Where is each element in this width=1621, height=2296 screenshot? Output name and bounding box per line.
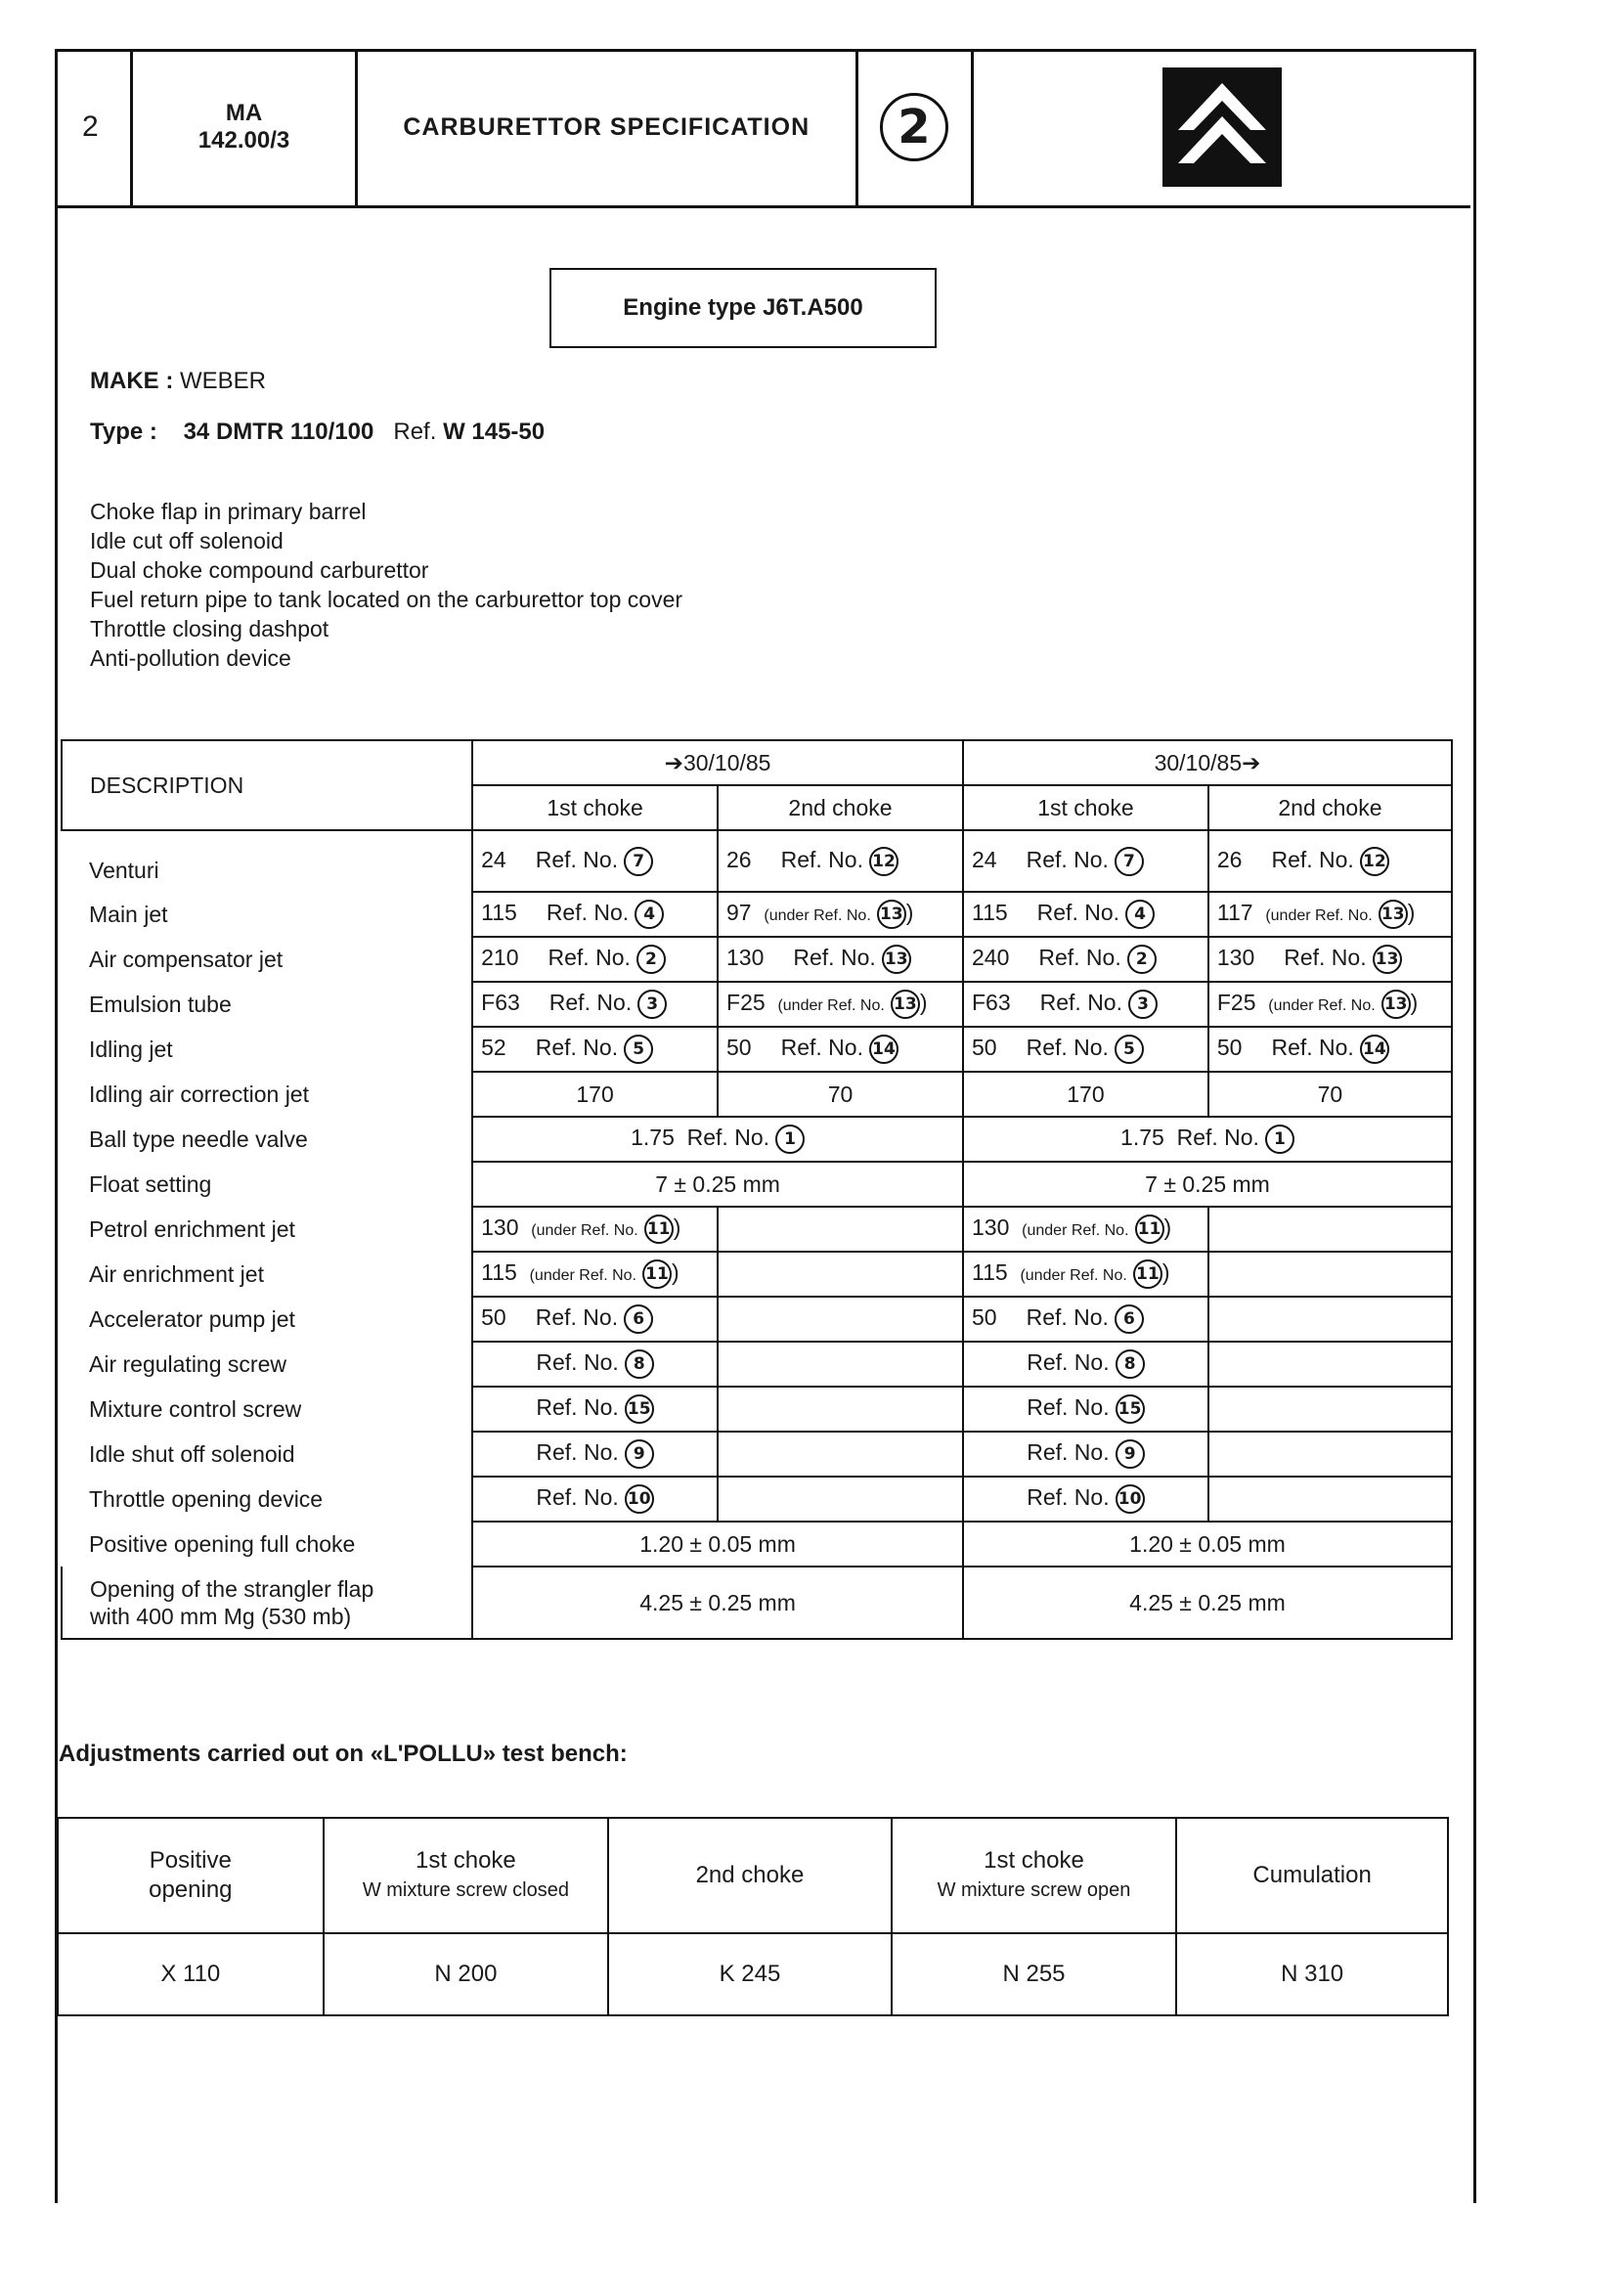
table-cell: 24 Ref. No. 7 [963, 830, 1208, 892]
table-row [62, 1117, 1452, 1162]
document-title: CARBURETTOR SPECIFICATION [358, 49, 858, 205]
section-number-cell [858, 49, 974, 205]
row-label: Idling air correction jet [62, 1072, 472, 1117]
ref-number-badge: 8 [625, 1349, 654, 1379]
ref-number-badge: 7 [1115, 847, 1144, 876]
type-ref-value: W 145-50 [443, 419, 546, 445]
table-cell [1208, 1297, 1452, 1342]
ref-number-badge: 4 [1125, 900, 1155, 929]
table-row [62, 1297, 1452, 1342]
table-cell: 50 Ref. No. 6 [963, 1297, 1208, 1342]
table-cell: F63 Ref. No. 3 [963, 982, 1208, 1027]
table-cell: Ref. No. 15 [472, 1387, 718, 1432]
column-header-choke: 2nd choke [718, 785, 963, 830]
ref-number-badge: 13 [891, 990, 920, 1019]
table-cell: F25 (under Ref. No. 13 ) [718, 982, 963, 1027]
ref-number-badge: 6 [1115, 1304, 1144, 1334]
ref-number-badge: 15 [625, 1394, 654, 1424]
column-header-description: DESCRIPTION [62, 740, 472, 830]
table-cell: 130 (under Ref. No. 11 ) [963, 1207, 1208, 1252]
reference-line-2: 142.00/3 [197, 127, 290, 154]
table-cell: Ref. No. 10 [472, 1477, 718, 1522]
ref-number-badge: 13 [1379, 900, 1408, 929]
table-row [62, 830, 1452, 892]
table-cell: 1.20 ± 0.05 mm [963, 1522, 1452, 1567]
ref-number-badge: 3 [1128, 990, 1158, 1019]
row-label: Venturi [62, 830, 472, 892]
table-cell: 70 [1208, 1072, 1452, 1117]
table-cell: N 200 [324, 1933, 609, 2015]
column-header-choke: 2nd choke [1208, 785, 1452, 830]
table-cell [718, 1477, 963, 1522]
table-cell [1208, 1477, 1452, 1522]
row-label: Main jet [62, 892, 472, 937]
table-row [62, 1477, 1452, 1522]
table-row [62, 1252, 1452, 1297]
table-cell: 7 ± 0.25 mm [472, 1162, 963, 1207]
table-cell: Ref. No. 9 [963, 1432, 1208, 1477]
feature-item: Anti-pollution device [90, 645, 291, 671]
ref-number-badge: 13 [1381, 990, 1411, 1019]
table-cell: 50 Ref. No. 5 [963, 1027, 1208, 1072]
table-cell: 240 Ref. No. 2 [963, 937, 1208, 982]
column-header-after: 30/10/85➔ [963, 740, 1452, 785]
type-line [90, 419, 545, 446]
table-row [62, 1432, 1452, 1477]
row-label: Idling jet [62, 1027, 472, 1072]
table-cell: 70 [718, 1072, 963, 1117]
table-cell: 1.75 Ref. No. 1 [472, 1117, 963, 1162]
row-label: Float setting [62, 1162, 472, 1207]
table-cell: 130 (under Ref. No. 11 ) [472, 1207, 718, 1252]
page-number: 2 [55, 49, 133, 205]
table-header-cell: Positive opening [58, 1818, 324, 1933]
table-cell [718, 1297, 963, 1342]
row-label: Ball type needle valve [62, 1117, 472, 1162]
table-cell: 115 (under Ref. No. 11 ) [472, 1252, 718, 1297]
ref-number-badge: 7 [624, 847, 653, 876]
feature-item: Fuel return pipe to tank located on the carburettor top cover [90, 587, 683, 612]
ref-number-badge: 11 [1135, 1214, 1164, 1244]
table-cell: 115 (under Ref. No. 11 ) [963, 1252, 1208, 1297]
ref-number-badge: 1 [1265, 1125, 1294, 1154]
feature-item: Idle cut off solenoid [90, 528, 284, 553]
test-bench-table [57, 1817, 1449, 2016]
type-ref-label: Ref. [393, 419, 437, 445]
table-cell: 115 Ref. No. 4 [963, 892, 1208, 937]
row-label: Air enrichment jet [62, 1252, 472, 1297]
table-cell: 115 Ref. No. 4 [472, 892, 718, 937]
ref-number-badge: 4 [635, 900, 664, 929]
row-label: Emulsion tube [62, 982, 472, 1027]
table-cell: Ref. No. 8 [472, 1342, 718, 1387]
table-row [62, 937, 1452, 982]
reference-line-1: MA [225, 100, 263, 126]
ref-number-badge: 10 [1116, 1484, 1145, 1514]
row-label: Accelerator pump jet [62, 1297, 472, 1342]
ref-number-badge: 2 [636, 945, 666, 974]
table-header-cell: 1st choke W mixture screw open [892, 1818, 1177, 1933]
ref-number-badge: 14 [869, 1035, 898, 1064]
table-cell: 130 Ref. No. 13 [718, 937, 963, 982]
table-row [62, 1027, 1452, 1072]
table-cell [1208, 1252, 1452, 1297]
engine-type-box: Engine type J6T.A500 [549, 268, 937, 348]
table-cell: 24 Ref. No. 7 [472, 830, 718, 892]
ref-number-badge: 9 [1116, 1439, 1145, 1469]
table-cell: 50 Ref. No. 6 [472, 1297, 718, 1342]
row-label: Air regulating screw [62, 1342, 472, 1387]
ref-number-badge: 13 [877, 900, 906, 929]
table-row [62, 982, 1452, 1027]
row-label: Air compensator jet [62, 937, 472, 982]
table-cell: 52 Ref. No. 5 [472, 1027, 718, 1072]
table-cell: 1.75 Ref. No. 1 [963, 1117, 1452, 1162]
table-cell: 50 Ref. No. 14 [718, 1027, 963, 1072]
table-cell [1208, 1432, 1452, 1477]
ref-number-badge: 13 [1373, 945, 1402, 974]
column-header-choke: 1st choke [963, 785, 1208, 830]
table-header-cell: 1st choke W mixture screw closed [324, 1818, 609, 1933]
table-cell: 130 Ref. No. 13 [1208, 937, 1452, 982]
row-label: Opening of the strangler flap with 400 mm Mg (530 mb) [62, 1567, 472, 1639]
table-row [62, 1387, 1452, 1432]
document-reference [133, 49, 358, 205]
bench-section-title: Adjustments carried out on «L'POLLU» test bench: [59, 1741, 628, 1767]
table-row [62, 1567, 1452, 1639]
make-label: MAKE : [90, 368, 174, 394]
table-cell: 1.20 ± 0.05 mm [472, 1522, 963, 1567]
ref-number-badge: 5 [1115, 1035, 1144, 1064]
table-row [58, 1933, 1448, 2015]
ref-number-badge: 6 [624, 1304, 653, 1334]
table-header-cell: Cumulation [1176, 1818, 1448, 1933]
table-cell [1208, 1342, 1452, 1387]
section-number: 2 [880, 93, 948, 161]
citroen-double-chevron-icon [1162, 67, 1282, 187]
table-cell [718, 1432, 963, 1477]
document-header [55, 49, 1470, 208]
feature-item: Dual choke compound carburettor [90, 557, 429, 583]
table-row [62, 1162, 1452, 1207]
type-label: Type : [90, 419, 157, 445]
carburettor-spec-table [61, 739, 1453, 1640]
table-cell [1208, 1207, 1452, 1252]
type-model: 34 DMTR 110/100 [183, 419, 374, 445]
table-cell [718, 1252, 963, 1297]
table-row [62, 1522, 1452, 1567]
table-row [62, 1342, 1452, 1387]
table-row [62, 892, 1452, 937]
table-cell: 170 [472, 1072, 718, 1117]
ref-number-badge: 11 [642, 1259, 672, 1289]
ref-number-badge: 9 [625, 1439, 654, 1469]
table-cell [718, 1342, 963, 1387]
table-cell: Ref. No. 10 [963, 1477, 1208, 1522]
row-label: Positive opening full choke [62, 1522, 472, 1567]
table-cell: K 245 [608, 1933, 892, 2015]
table-cell: F63 Ref. No. 3 [472, 982, 718, 1027]
ref-number-badge: 5 [624, 1035, 653, 1064]
table-cell: 4.25 ± 0.25 mm [963, 1567, 1452, 1639]
table-cell: 170 [963, 1072, 1208, 1117]
ref-number-badge: 15 [1116, 1394, 1145, 1424]
table-cell: 26 Ref. No. 12 [1208, 830, 1452, 892]
table-cell: 117 (under Ref. No. 13 ) [1208, 892, 1452, 937]
column-header-before: ➔30/10/85 [472, 740, 963, 785]
make-line [90, 368, 266, 395]
ref-number-badge: 12 [1360, 847, 1389, 876]
table-cell: Ref. No. 8 [963, 1342, 1208, 1387]
table-cell: 210 Ref. No. 2 [472, 937, 718, 982]
table-cell [718, 1387, 963, 1432]
row-label: Idle shut off solenoid [62, 1432, 472, 1477]
table-cell: Ref. No. 9 [472, 1432, 718, 1477]
table-cell [1208, 1387, 1452, 1432]
make-value: WEBER [180, 368, 267, 394]
table-cell: 7 ± 0.25 mm [963, 1162, 1452, 1207]
row-label: Petrol enrichment jet [62, 1207, 472, 1252]
table-cell [718, 1207, 963, 1252]
ref-number-badge: 1 [775, 1125, 805, 1154]
feature-item: Choke flap in primary barrel [90, 499, 367, 524]
table-cell: 97 (under Ref. No. 13 ) [718, 892, 963, 937]
feature-item: Throttle closing dashpot [90, 616, 329, 641]
ref-number-badge: 2 [1127, 945, 1157, 974]
row-label: Throttle opening device [62, 1477, 472, 1522]
feature-list [90, 497, 682, 673]
ref-number-badge: 13 [882, 945, 911, 974]
table-cell: F25 (under Ref. No. 13 ) [1208, 982, 1452, 1027]
ref-number-badge: 11 [644, 1214, 674, 1244]
table-cell: N 255 [892, 1933, 1177, 2015]
table-cell: 26 Ref. No. 12 [718, 830, 963, 892]
ref-number-badge: 12 [869, 847, 898, 876]
table-cell: X 110 [58, 1933, 324, 2015]
table-cell: 4.25 ± 0.25 mm [472, 1567, 963, 1639]
ref-number-badge: 14 [1360, 1035, 1389, 1064]
ref-number-badge: 8 [1116, 1349, 1145, 1379]
ref-number-badge: 10 [625, 1484, 654, 1514]
table-cell: N 310 [1176, 1933, 1448, 2015]
table-cell: Ref. No. 15 [963, 1387, 1208, 1432]
table-cell: 50 Ref. No. 14 [1208, 1027, 1452, 1072]
logo-cell [974, 49, 1471, 205]
table-header-cell: 2nd choke [608, 1818, 892, 1933]
row-label: Mixture control screw [62, 1387, 472, 1432]
table-row [62, 1072, 1452, 1117]
table-row [58, 1818, 1448, 1933]
ref-number-badge: 11 [1133, 1259, 1162, 1289]
column-header-choke: 1st choke [472, 785, 718, 830]
ref-number-badge: 3 [637, 990, 667, 1019]
table-row [62, 1207, 1452, 1252]
